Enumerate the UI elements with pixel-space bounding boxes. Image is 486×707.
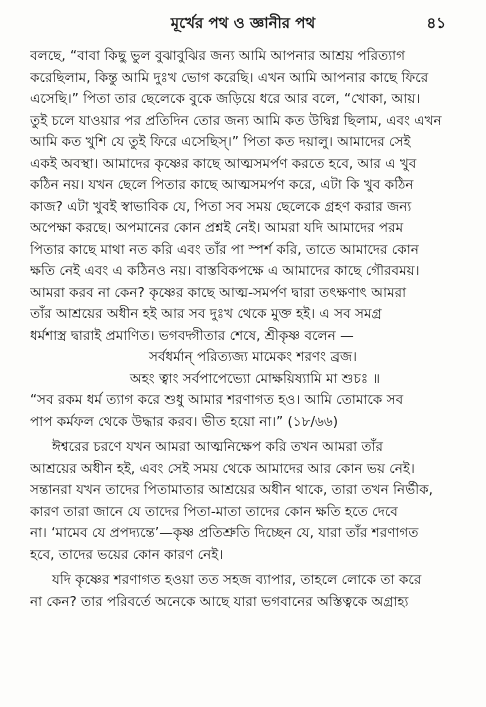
text-line: কঠিন নয়। যখন ছেলে পিতার কাছে আত্মসমর্পণ করে, এটা কি খুব কঠিন [30, 177, 414, 193]
text-line: না কেন? তার পরিবর্তে অনেকে আছে যারা ভগবানের অস্তিত্বকে অগ্রাহ্য [30, 593, 409, 610]
paragraph-1 [30, 46, 458, 347]
page-header [0, 12, 486, 38]
sanskrit-verse [30, 347, 458, 390]
text-line: বলছে, “বাবা কিছু ভুল বুঝাবুঝির জন্য আমি আপনার আশ্রয় পরিত্যাগ [30, 48, 406, 64]
text-line: আমি কত খুশি যে তুই ফিরে এসেছিস্।” পিতা কত দয়ালু। আমাদের সেই [30, 134, 411, 150]
text-line: করেছিলাম, কিন্তু আমি দুঃখ ভোগ করেছি। এখন আমি আপনার কাছে ফিরে [30, 69, 429, 86]
page-title: মূর্খের পথ ও জ্ঞানীর পথ [170, 14, 316, 32]
text-line: ক্ষতি নেই এবং এ কঠিনও নয়। বাস্তবিকপক্ষে এ আমাদের কাছে গৌরবময়। [30, 263, 420, 279]
text-line: কারণ তারা জানে যে তাদের পিতা-মাতা তাদের কোন ক্ষতি হতে দেবে [30, 503, 398, 520]
text-line: ধর্মশাস্ত্র দ্বারাই প্রমাণিত। ভগবদ্গীতার শেষে, শ্রীকৃষ্ণ বলেন — [30, 327, 354, 344]
text-line: পাপ কর্মফল থেকে উদ্ধার করব। ভীত হয়ো না।” (১৮/৬৬) [30, 413, 339, 430]
text-line: হবে, তাদের ভয়ের কোন কারণ নেই। [30, 546, 224, 563]
verse-line: সর্বধর্মান্ পরিত্যজ্য মামেকং শরণং ব্রজ। [148, 349, 358, 365]
text-line: একই অবস্থা। আমাদের কৃষ্ণের কাছে আত্মসমর্পণ করতে হবে, আর এ খুব [30, 155, 417, 172]
text-line: “সব রকম ধর্ম ত্যাগ করে শুধু আমার শরণাগত হও। আমি তোমাকে সব [30, 392, 404, 408]
page-number: ৪১ [426, 14, 446, 32]
text-line: এসেছি।” পিতা তার ছেলেকে বুকে জড়িয়ে ধরে আর বলে, “খোকা, আয়। [30, 91, 421, 107]
text-line: ঈশ্বরের চরণে যখন আমরা আত্মনিক্ষেপ করি তখন আমরা তাঁর [52, 439, 384, 455]
text-line: না। ‘মামেব যে প্রপদ্যন্তে’—কৃষ্ণ প্রতিশ্রুতি দিচ্ছেন যে, যারা তাঁর শরণাগত [30, 525, 419, 541]
text-line: কাজ? এটা খুবই স্বাভাবিক যে, পিতা সব সময় ছেলেকে গ্রহণ করার জন্য [30, 198, 412, 215]
text-line: আমরা করব না কেন? কৃষ্ণের কাছে আত্ম-সমর্পণ দ্বারা তৎক্ষণাৎ আমরা [30, 284, 407, 301]
text-line: পিতার কাছে মাথা নত করি এবং তাঁর পা স্পর্শ করি, তাতে আমাদের কোন [30, 241, 419, 258]
text-line: তুই চলে যাওয়ার পর প্রতিদিন তোর জন্য আমি কত উদ্বিগ্ন ছিলাম, এবং এখন [30, 112, 442, 129]
paragraph-2 [30, 437, 458, 566]
page-body [30, 46, 458, 613]
text-line: আশ্রয়ের অধীন হই, এবং সেই সময় থেকে আমাদের আর কোন ভয় নেই। [30, 460, 415, 477]
text-line: তাঁর আশ্রয়ের অধীন হই আর সব দুঃখ থেকে মুক্ত হই। এ সব সমগ্র [30, 306, 382, 322]
verse-line: অহং ত্বাং সর্বপাপেভ্যো মোক্ষয়িষ্যামি মা শুচঃ ॥ [129, 370, 381, 387]
text-line: অপেক্ষা করছে। অপমানের কোন প্রশ্নই নেই। আমরা যদি আমাদের পরম [30, 220, 404, 236]
text-line: সন্তানরা যখন তাদের পিতামাতার আশ্রয়ের অধীন থাকে, তারা তখন নির্ভীক, [30, 482, 433, 498]
text-line: যদি কৃষ্ণের শরণাগত হওয়া তত সহজ ব্যাপার, তাহলে লোকে তা করে [52, 572, 422, 588]
verse-translation [30, 390, 458, 433]
paragraph-3 [30, 570, 458, 613]
